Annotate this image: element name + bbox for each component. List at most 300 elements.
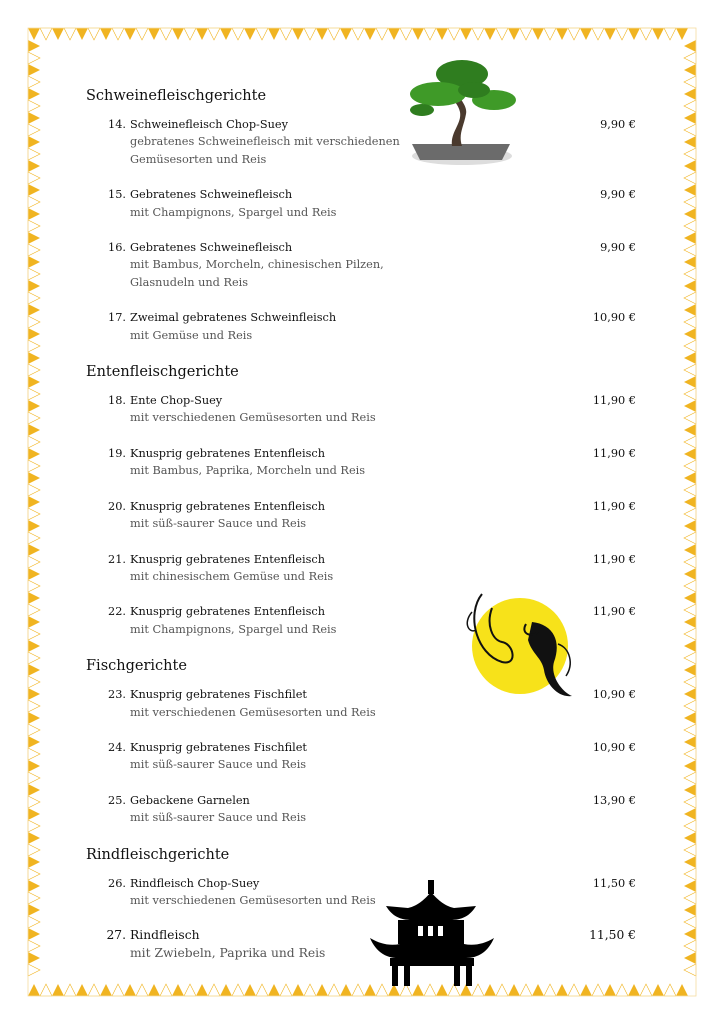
item-price: 11,90 €: [592, 446, 636, 460]
border-triangle: [508, 984, 520, 996]
menu-item: [86, 603, 638, 638]
border-triangle: [652, 28, 664, 40]
border-triangle: [28, 208, 40, 220]
item-description: mit Champignons, Spargel und Reis: [130, 205, 337, 219]
item-number: 15.: [108, 188, 126, 202]
menu-item: [86, 739, 638, 774]
border-triangle: [556, 28, 568, 40]
border-triangle: [28, 748, 40, 760]
border-triangle: [100, 984, 112, 996]
border-triangle: [220, 28, 232, 40]
border-triangle: [496, 984, 508, 996]
border-triangle: [28, 496, 40, 508]
border-triangle: [232, 28, 244, 40]
border-triangle: [28, 544, 40, 556]
border-triangle: [684, 856, 696, 868]
border-triangle: [256, 984, 268, 996]
border-triangle: [28, 256, 40, 268]
border-triangle: [684, 304, 696, 316]
border-triangle: [148, 984, 160, 996]
menu-item: [86, 116, 638, 168]
border-triangle: [684, 640, 696, 652]
section-heading: Entenfleischgerichte: [86, 364, 239, 381]
border-triangle: [28, 136, 40, 148]
border-triangle: [28, 880, 40, 892]
border-triangle: [28, 928, 40, 940]
border-triangle: [684, 220, 696, 232]
item-number: 21.: [108, 552, 126, 566]
border-triangle: [208, 984, 220, 996]
border-triangle: [532, 28, 544, 40]
border-triangle: [684, 340, 696, 352]
border-triangle: [424, 28, 436, 40]
border-triangle: [684, 772, 696, 784]
border-triangle: [28, 304, 40, 316]
item-name: Knusprig gebratenes Entenfleisch: [130, 499, 325, 513]
item-description: mit verschiedenen Gemüsesorten und Reis: [130, 893, 376, 907]
border-triangle: [684, 412, 696, 424]
border-triangle: [28, 916, 40, 928]
border-triangle: [244, 28, 256, 40]
border-triangle: [124, 28, 136, 40]
border-triangle: [684, 556, 696, 568]
border-triangle: [684, 472, 696, 484]
border-triangle: [684, 268, 696, 280]
item-price: 11,50 €: [592, 876, 636, 890]
item-price: 11,90 €: [592, 499, 636, 513]
border-triangle: [568, 28, 580, 40]
border-triangle: [472, 28, 484, 40]
border-triangle: [28, 40, 40, 52]
item-number: 19.: [108, 446, 126, 460]
border-triangle: [28, 532, 40, 544]
item-number: 24.: [108, 740, 126, 754]
border-triangle: [460, 28, 472, 40]
border-triangle: [28, 688, 40, 700]
border-triangle: [684, 880, 696, 892]
border-triangle: [616, 984, 628, 996]
border-triangle: [28, 184, 40, 196]
border-triangle: [28, 784, 40, 796]
item-number: 23.: [108, 688, 126, 702]
menu-list: [86, 86, 638, 980]
border-triangle: [684, 352, 696, 364]
border-triangle: [28, 892, 40, 904]
border-triangle: [28, 676, 40, 688]
border-triangle: [160, 984, 172, 996]
border-triangle: [664, 28, 676, 40]
border-triangle: [28, 160, 40, 172]
border-triangle: [684, 568, 696, 580]
border-triangle: [628, 28, 640, 40]
border-triangle: [196, 28, 208, 40]
border-triangle: [628, 984, 640, 996]
border-triangle: [684, 316, 696, 328]
item-name: Ente Chop-Suey: [130, 394, 223, 408]
item-name: Zweimal gebratenes Schweinfleisch: [130, 311, 337, 325]
border-triangle: [28, 700, 40, 712]
item-price: 9,90 €: [600, 118, 636, 131]
border-triangle: [64, 984, 76, 996]
border-triangle: [532, 984, 544, 996]
border-triangle: [220, 984, 232, 996]
item-price: 9,90 €: [600, 241, 636, 255]
menu-section: [86, 656, 638, 826]
border-triangle: [684, 532, 696, 544]
border-triangle: [684, 460, 696, 472]
border-triangle: [172, 984, 184, 996]
border-triangle: [684, 844, 696, 856]
item-description: mit Bambus, Morcheln, chinesischen Pilzen,: [130, 258, 384, 272]
border-triangle: [328, 28, 340, 40]
border-triangle: [592, 984, 604, 996]
border-triangle: [292, 28, 304, 40]
border-triangle: [148, 28, 160, 40]
border-triangle: [184, 28, 196, 40]
border-triangle: [640, 984, 652, 996]
border-triangle: [684, 508, 696, 520]
border-triangle: [676, 984, 688, 996]
border-triangle: [28, 984, 40, 996]
border-triangle: [160, 28, 172, 40]
border-triangle: [684, 88, 696, 100]
border-triangle: [684, 748, 696, 760]
border-triangle: [268, 984, 280, 996]
menu-item: [86, 551, 638, 586]
menu-item: [86, 792, 638, 827]
border-triangle: [268, 28, 280, 40]
item-name: Gebackene Garnelen: [130, 793, 250, 807]
border-triangle: [28, 604, 40, 616]
border-triangle: [28, 76, 40, 88]
border-triangle: [684, 808, 696, 820]
border-triangle: [364, 28, 376, 40]
item-name: Knusprig gebratenes Fischfilet: [130, 740, 307, 754]
item-price: 11,90 €: [592, 552, 636, 566]
border-triangle: [28, 172, 40, 184]
border-triangle: [684, 916, 696, 928]
border-triangle: [28, 316, 40, 328]
menu-section: [86, 845, 638, 963]
border-triangle: [684, 64, 696, 76]
border-triangle: [196, 984, 208, 996]
menu-section: [86, 362, 638, 638]
border-triangle: [684, 280, 696, 292]
border-triangle: [684, 688, 696, 700]
border-triangle: [684, 112, 696, 124]
border-triangle: [640, 28, 652, 40]
border-triangle: [52, 984, 64, 996]
border-triangle: [28, 424, 40, 436]
border-triangle: [388, 28, 400, 40]
border-triangle: [684, 388, 696, 400]
border-triangle: [88, 28, 100, 40]
border-triangle: [340, 28, 352, 40]
border-triangle: [40, 984, 52, 996]
border-triangle: [684, 496, 696, 508]
border-triangle: [684, 604, 696, 616]
border-triangle: [28, 712, 40, 724]
border-triangle: [28, 148, 40, 160]
border-triangle: [604, 28, 616, 40]
menu-item: [86, 498, 638, 533]
border-triangle: [684, 448, 696, 460]
border-triangle: [684, 700, 696, 712]
border-triangle: [684, 592, 696, 604]
border-triangle: [40, 28, 52, 40]
border-triangle: [684, 184, 696, 196]
menu-item: [86, 875, 638, 910]
menu-item: [86, 445, 638, 480]
border-triangle: [28, 124, 40, 136]
border-triangle: [28, 580, 40, 592]
border-triangle: [484, 28, 496, 40]
border-triangle: [684, 256, 696, 268]
border-triangle: [76, 984, 88, 996]
item-price: 11,90 €: [592, 394, 636, 408]
menu-item: [86, 239, 638, 291]
item-name: Knusprig gebratenes Entenfleisch: [130, 552, 325, 566]
border-triangle: [28, 508, 40, 520]
border-triangle: [684, 616, 696, 628]
border-triangle: [568, 984, 580, 996]
border-triangle: [304, 984, 316, 996]
border-triangle: [28, 100, 40, 112]
border-triangle: [28, 52, 40, 64]
border-triangle: [684, 328, 696, 340]
menu-section: [86, 86, 638, 344]
menu-item: [86, 186, 638, 221]
border-triangle: [684, 820, 696, 832]
border-triangle: [684, 376, 696, 388]
border-triangle: [340, 984, 352, 996]
border-triangle: [28, 592, 40, 604]
border-triangle: [28, 760, 40, 772]
border-triangle: [28, 772, 40, 784]
border-triangle: [684, 172, 696, 184]
border-triangle: [28, 820, 40, 832]
border-triangle: [28, 292, 40, 304]
border-triangle: [684, 736, 696, 748]
item-price: 10,90 €: [592, 740, 636, 754]
border-triangle: [28, 796, 40, 808]
border-triangle: [292, 984, 304, 996]
item-description: mit süß-saurer Sauce und Reis: [130, 811, 307, 825]
border-triangle: [64, 28, 76, 40]
border-triangle: [28, 844, 40, 856]
border-triangle: [684, 580, 696, 592]
border-triangle: [76, 28, 88, 40]
border-triangle: [28, 724, 40, 736]
menu-item: [86, 686, 638, 721]
border-triangle: [28, 520, 40, 532]
border-triangle: [136, 984, 148, 996]
border-triangle: [28, 64, 40, 76]
border-triangle: [28, 28, 40, 40]
border-triangle: [684, 928, 696, 940]
border-triangle: [28, 556, 40, 568]
border-triangle: [684, 652, 696, 664]
item-name: Knusprig gebratenes Entenfleisch: [130, 605, 325, 619]
border-triangle: [28, 220, 40, 232]
border-triangle: [684, 196, 696, 208]
border-triangle: [556, 984, 568, 996]
border-triangle: [28, 112, 40, 124]
item-number: 22.: [108, 605, 126, 619]
border-triangle: [684, 52, 696, 64]
border-triangle: [684, 904, 696, 916]
border-triangle: [684, 124, 696, 136]
border-triangle: [280, 28, 292, 40]
border-triangle: [580, 984, 592, 996]
border-triangle: [580, 28, 592, 40]
border-triangle: [684, 796, 696, 808]
border-triangle: [684, 208, 696, 220]
item-name: Rindfleisch: [130, 928, 200, 943]
border-triangle: [28, 832, 40, 844]
border-triangle: [28, 268, 40, 280]
border-triangle: [604, 984, 616, 996]
border-triangle: [172, 28, 184, 40]
border-triangle: [28, 484, 40, 496]
section-heading: Fischgerichte: [86, 658, 187, 675]
border-triangle: [684, 784, 696, 796]
item-number: 20.: [108, 499, 126, 513]
item-number: 27.: [106, 928, 126, 943]
border-triangle: [244, 984, 256, 996]
border-triangle: [684, 424, 696, 436]
border-triangle: [28, 412, 40, 424]
border-triangle: [28, 640, 40, 652]
border-triangle: [124, 984, 136, 996]
border-triangle: [684, 40, 696, 52]
border-triangle: [684, 832, 696, 844]
border-triangle: [28, 460, 40, 472]
border-triangle: [544, 984, 556, 996]
section-heading: Rindfleischgerichte: [86, 846, 230, 863]
border-triangle: [328, 984, 340, 996]
border-triangle: [28, 232, 40, 244]
border-triangle: [28, 196, 40, 208]
border-triangle: [28, 436, 40, 448]
border-triangle: [28, 808, 40, 820]
border-triangle: [684, 292, 696, 304]
border-triangle: [684, 436, 696, 448]
border-triangle: [684, 724, 696, 736]
border-triangle: [28, 352, 40, 364]
section-heading: Schweinefleischgerichte: [86, 88, 267, 104]
border-triangle: [112, 28, 124, 40]
border-triangle: [684, 868, 696, 880]
item-price: 10,90 €: [592, 688, 636, 702]
border-triangle: [136, 28, 148, 40]
item-description: mit chinesischem Gemüse und Reis: [130, 569, 334, 583]
border-triangle: [448, 28, 460, 40]
border-triangle: [684, 136, 696, 148]
item-number: 17.: [108, 311, 126, 325]
item-description: mit verschiedenen Gemüsesorten und Reis: [130, 411, 376, 425]
border-triangle: [684, 160, 696, 172]
border-triangle: [684, 148, 696, 160]
item-description: mit süß-saurer Sauce und Reis: [130, 517, 307, 531]
border-triangle: [520, 28, 532, 40]
border-triangle: [684, 940, 696, 952]
border-triangle: [316, 984, 328, 996]
menu-item: [86, 927, 638, 962]
border-triangle: [684, 232, 696, 244]
border-triangle: [544, 28, 556, 40]
border-triangle: [112, 984, 124, 996]
border-triangle: [436, 28, 448, 40]
item-number: 25.: [108, 793, 126, 807]
item-name: Knusprig gebratenes Entenfleisch: [130, 446, 325, 460]
border-triangle: [684, 628, 696, 640]
item-description: mit Zwiebeln, Paprika und Reis: [130, 945, 326, 960]
border-triangle: [28, 280, 40, 292]
border-triangle: [28, 88, 40, 100]
border-triangle: [684, 892, 696, 904]
border-triangle: [684, 952, 696, 964]
border-triangle: [28, 940, 40, 952]
border-triangle: [316, 28, 328, 40]
border-triangle: [684, 712, 696, 724]
border-triangle: [28, 376, 40, 388]
border-triangle: [664, 984, 676, 996]
border-triangle: [184, 984, 196, 996]
border-triangle: [684, 484, 696, 496]
border-triangle: [280, 984, 292, 996]
border-triangle: [208, 28, 220, 40]
item-description: mit süß-saurer Sauce und Reis: [130, 758, 307, 772]
item-description: mit Bambus, Paprika, Morcheln und Reis: [130, 464, 366, 478]
border-triangle: [684, 676, 696, 688]
border-triangle: [684, 76, 696, 88]
item-description: gebratenes Schweinefleisch mit verschiedenen: [130, 135, 400, 149]
border-triangle: [28, 568, 40, 580]
item-description: Gemüsesorten und Reis: [130, 152, 267, 166]
item-number: 14.: [108, 118, 126, 131]
border-triangle: [28, 652, 40, 664]
border-triangle: [28, 472, 40, 484]
border-triangle: [52, 28, 64, 40]
item-name: Knusprig gebratenes Fischfilet: [130, 688, 307, 702]
border-triangle: [28, 448, 40, 460]
item-description: Glasnudeln und Reis: [130, 275, 249, 289]
border-triangle: [88, 984, 100, 996]
item-number: 18.: [108, 394, 126, 408]
border-triangle: [400, 28, 412, 40]
border-triangle: [28, 616, 40, 628]
item-price: 9,90 €: [600, 188, 636, 202]
border-triangle: [684, 664, 696, 676]
border-triangle: [28, 664, 40, 676]
border-triangle: [684, 520, 696, 532]
item-name: Schweinefleisch Chop-Suey: [130, 118, 288, 131]
border-triangle: [684, 400, 696, 412]
border-triangle: [376, 28, 388, 40]
border-triangle: [28, 244, 40, 256]
border-triangle: [352, 984, 364, 996]
item-number: 26.: [108, 876, 126, 890]
border-triangle: [412, 28, 424, 40]
border-triangle: [520, 984, 532, 996]
item-description: mit Champignons, Spargel und Reis: [130, 622, 337, 636]
item-name: Gebratenes Schweinefleisch: [130, 241, 293, 255]
border-triangle: [304, 28, 316, 40]
border-triangle: [616, 28, 628, 40]
border-triangle: [684, 100, 696, 112]
menu-item: [86, 392, 638, 427]
